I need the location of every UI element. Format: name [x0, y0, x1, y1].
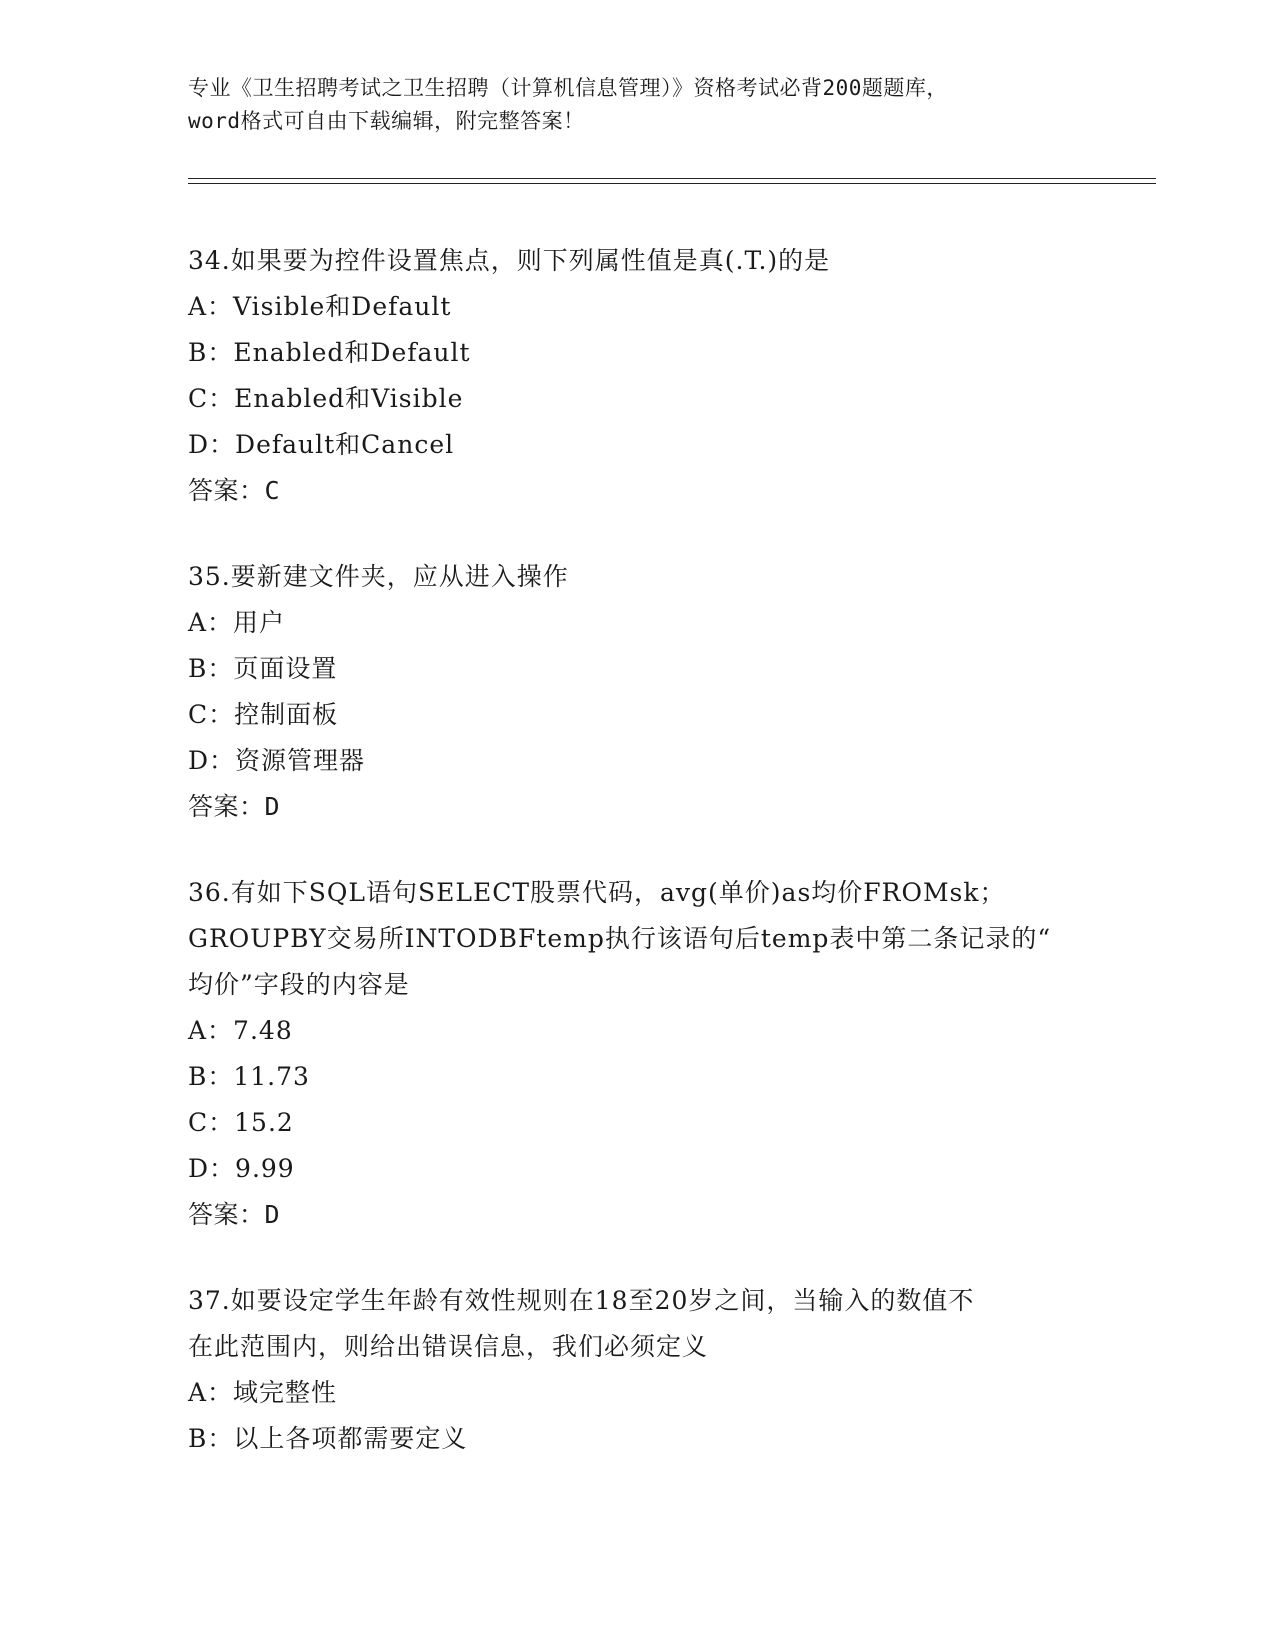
- question-stem: [188, 554, 1088, 600]
- answer: 答案：C: [188, 476, 281, 505]
- document-header: [188, 72, 1088, 138]
- question-34: [188, 238, 1088, 514]
- option-a: A：7.48: [188, 1016, 293, 1045]
- option-c: C：15.2: [188, 1108, 294, 1137]
- header-divider-bottom: [188, 183, 1156, 184]
- option-c: C：Enabled和Visible: [188, 384, 464, 413]
- header-divider-top: [188, 178, 1156, 179]
- option-d: D：Default和Cancel: [188, 430, 455, 459]
- answer: 答案：D: [188, 1200, 281, 1229]
- option-b: B：Enabled和Default: [188, 338, 471, 367]
- option-a: A：域完整性: [188, 1378, 338, 1407]
- stem-line: 在此范围内，则给出错误信息，我们必须定义: [188, 1332, 709, 1361]
- option-b: B：页面设置: [188, 654, 338, 683]
- stem-line: GROUPBY交易所INTODBFtemp执行该语句后temp表中第二条记录的“: [188, 924, 1052, 953]
- question-36: [188, 870, 1088, 1238]
- question-stem: [188, 1278, 1088, 1370]
- option-a: A：用户: [188, 608, 286, 637]
- option-c: C：控制面板: [188, 700, 339, 729]
- option-d: D：9.99: [188, 1154, 295, 1183]
- stem-line: 37.如要设定学生年龄有效性规则在18至20岁之间，当输入的数值不: [188, 1286, 975, 1315]
- header-line-2: word格式可自由下载编辑，附完整答案！: [188, 109, 585, 133]
- stem-line: 36.有如下SQL语句SELECT股票代码，avg(单价)as均价FROMsk；: [188, 878, 1006, 907]
- option-d: D：资源管理器: [188, 746, 366, 775]
- answer: 答案：D: [188, 792, 281, 821]
- question-list: [188, 238, 1088, 1502]
- question-37: [188, 1278, 1088, 1462]
- stem-line: 35.要新建文件夹，应从进入操作: [188, 562, 569, 591]
- question-stem: [188, 238, 1088, 284]
- option-a: A：Visible和Default: [188, 292, 452, 321]
- question-35: [188, 554, 1088, 830]
- option-b: B：以上各项都需要定义: [188, 1424, 468, 1453]
- question-stem: [188, 870, 1088, 1008]
- header-line-1: 专业《卫生招聘考试之卫生招聘（计算机信息管理）》资格考试必背200题题库，: [188, 76, 948, 100]
- option-b: B：11.73: [188, 1062, 310, 1091]
- stem-line: 34.如果要为控件设置焦点，则下列属性值是真(.T.)的是: [188, 246, 831, 275]
- stem-line: 均价”字段的内容是: [188, 970, 410, 999]
